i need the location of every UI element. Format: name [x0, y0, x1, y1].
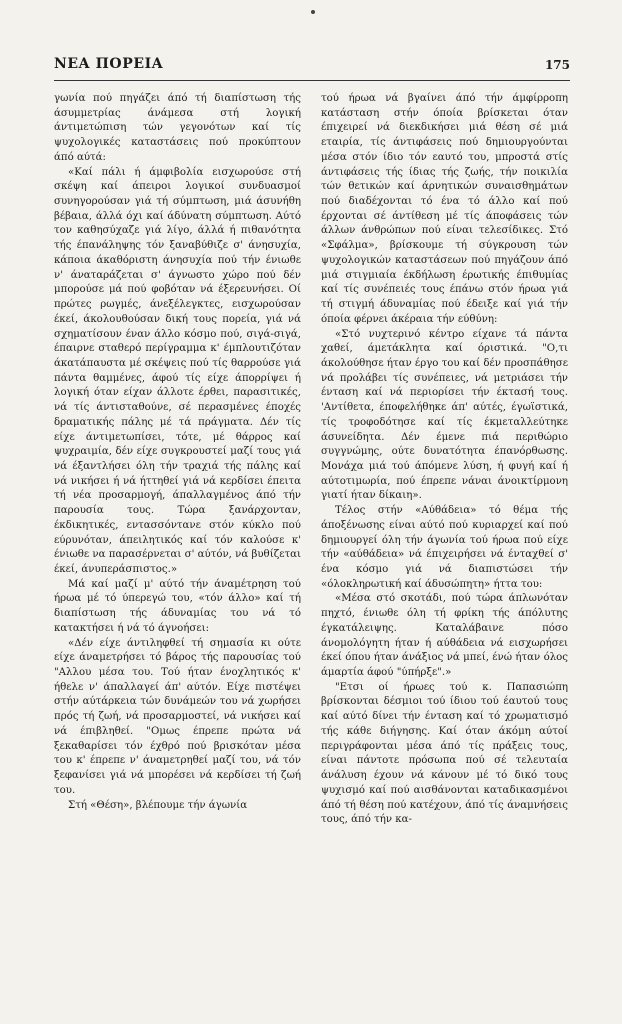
paragraph: γωνία πού πηγάζει άπό τή διαπίστωση τής άσυμμετρίας άνάμεσα στή λογική άντιμετώπιση τών γεγονότων καί τίς ψυχολογικές καταστάσεις πού προκύπτουν άπό αύτά: [54, 93, 301, 163]
page-number: 175 [544, 58, 570, 72]
left-column [54, 92, 301, 813]
top-dot-mark [311, 10, 315, 14]
paragraph: Τέλος στήν «Αύθάδεια» τό θέμα τής άποξένωσης είναι αύτό πού κυριαρχεί καί πού δημιουργεί όλη τήν άγωνία τού ήρωα πού είχε τήν «αύθάδεια» νά έπιχειρήσει νά ένταχθεί σ' ένα κόσμο γιά νά διαπιστώσει τήν «όλοκληρωτική καί άδυσώπητη» ήττα του: [321, 505, 568, 590]
page-header [54, 56, 570, 78]
paragraph: Στή «Θέση», βλέπουμε τήν άγωνία [68, 799, 248, 811]
right-column [321, 92, 568, 828]
paragraph: Μά καί μαζί μ' αύτό τήν άναμέτρηση τού ήρωα μέ τό ύπερεγώ του, «τόν άλλο» καί τή διαπίστωση τής άδυναμίας του νά τό κατακτήσει ή νά τό άγνοήσει: [54, 578, 301, 634]
paragraph: "Ετσι οί ήρωες τού κ. Παπασιώπη βρίσκονται δέσμιοι τού ίδιου τού έαυτού τους καί αύτό δίνει τήν ένταση καί τό χρωματισμό τής κάθε διήγησης. Καί όταν άκόμη αύτοί περιγράφονται μέσα άπό τίς πράξεις τους, είναι πάντοτε πρόσωπα πού σέ τελευταία άνάλυση έχουν νά κάνουν μέ τό δικό τους ψυχισμό καί πού αισθάνονται καταδικασμένοι άπό τή θέση πού κατέχουν, άπό τίς άναμνήσεις τους, άπό τήν κα- [321, 681, 568, 826]
paragraph: «Δέν είχε άντιληφθεί τή σημασία κι ούτε είχε άναμετρήσει τό βάρος τής παρουσίας τού "Αλλου μέσα του. Τού ήταν ένοχλητικός κ' ήθελε ν' άπαλλαγεί άπ' αύτόν. Είχε πιστέψει στήν αύτάρκεια τών δυνάμεών του νά χωρήσει πρός τή ζωή, νά προσαρμοστεί, νά νικήσει καί νά έπιβληθεί. "Ομως έπρεπε πρώτα νά ξεκαθαρίσει τόν έχθρό πού βρισκόταν μέσα του κ' έπρεπε ν' άναμετρηθεί μαζί του, νά τόν ξεφανίσει γιά νά μπορέσει νά κερδίσει τή ζωή του. [54, 637, 301, 796]
running-title: ΝΕΑ ΠΟΡΕΙΑ [54, 56, 164, 72]
header-rule [54, 80, 570, 81]
paragraph: τού ήρωα νά βγαίνει άπό τήν άμφίρροπη κατάσταση στήν όποία βρίσκεται όταν έπιχειρεί νά διεκδικήσει μιά θέση σέ μιά εταιρία, τίς άντιφάσεις πού δημιουργούνται μέσα στόν ίδιο τόν εαυτό του, μπροστά στίς άντιφάσεις τής ίδιας τής ζωής, τήν ποικιλία τών θετικών καί άρνητικών συναισθημάτων πού διαδέχονται τό ένα τό άλλο καί πού έρχονται σέ άντίθεση μέ τίς άποφάσεις τών άλλων άνθρώπων πού είναι τελεσίδικες. Στό «Σφάλμα», βρίσκουμε τή σύγκρουση τών ψυχολογικών καταστάσεων πού πηγάζουν άπό μιά στιγμιαία έκδήλωση έρωτικής έπιθυμίας καί τίς συνέπειές τους έπάνω στόν ήρωα γιά τή στιγμή άδυναμίας πού έδειξε καί γιά τήν όποία φέρνει άκέραια τήν εύθύνη: [321, 93, 568, 325]
paragraph: «Μέσα στό σκοτάδι, πού τώρα άπλωνόταν πηχτό, ένιωθε όλη τή φρίκη τής άπόλυτης έγκατάλειψης. Καταλάβαινε πόσο άνομολόγητη ήταν ή αύθάδεια νά εισχωρήσει έκεί όπου ήταν άνάξιος νά μπεί, ένώ ήταν όλος άμαρτία άφού "ύπήρξε".» [321, 593, 568, 679]
paragraph: «Καί πάλι ή άμφιβολία εισχωρούσε στή σκέψη καί άπειροι λογικοί συνδυασμοί συνηγορούσαν γιά τή σύμπτωση, μιά άσυνήθη βέβαια, άλλά όχι καί άδύνατη σύμπτωση. Αύτό τον καθησύχαζε γιά λίγο, άλλά ή πιθανότητα τής έπανάληψης τόν ξαναβύθιζε σ' άνησυχία, κάποια άκαθόριστη άνησυχία πού τήν ένιωθε ν' άναταράζεται σ' άγνωστο χώρο πού δέν μπορούσε μά πού φοβόταν νά έξερευνήσει. Οί πρώτες ρωγμές, άνεξέλεγκτες, εισχωρούσαν έκεί, άκολουθούσαν δική τους πορεία, γιά νά σχηματίσουν έναν άλλο κόσμο πού, σιγά-σιγά, έπαιρνε σταθερό περίγραμμα κ' έμπλουτιζόταν άκατάπαυστα μέ σκέψεις πού τίς θαρρούσε γιά πάντα θαμμένες, άφού τίς είχε άπορρίψει ή λογική όταν είχαν άλλοτε έρθει, παρασιτικές, νά τίς άντισταθούνε, σέ περασμένες έποχές δραματικής πάλης μέ τά πράγματα. Δέν τίς είχε άντιμετωπίσει, τότε, μέ θάρρος καί ψυχραιμία, δέν είχε συγκρουστεί μαζί τους γιά νά έξαντλήσει όλη τήν τραχιά τής πάλης καί νά νικήσει ή νά ήττηθεί γιά νά κερδίσει έπειτα τή νέα προσαρμογή, άπαλλαγμένος άπό τήν παρουσία τους. Τώρα ξανάρχονταν, έκδικητικές, εντασσόντανε στόν κύκλο πού εύρυνόταν, άπειλητικός καί τόν καλούσε κ' ένιωθε να παρασέρνεται σ' αύτόν, νά βυθίζεται έκεί, άνυπεράσπιστος.» [54, 166, 301, 575]
paragraph: «Στό νυχτερινό κέντρο είχανε τά πάντα χαθεί, άμετάκλητα καί όριστικά. "Ο,τι άκολούθησε ήταν έργο του καί δέν προσπάθησε νά προλάβει τίς συνέπειες, νά μετριάσει τήν ένταση καί νά περιορίσει τήν έκτασή τους. 'Αντίθετα, έποφελήθηκε άπ' αύτές, έγωϊστικά, τίς τροφοδότησε καί τίς έκμεταλλεύτηκε άσυνείδητα. Δέν έμενε πιά περιθώριο συγγνώμης, ούτε δυνατότητα έπανόρθωσης. Μονάχα μιά τού άπόμενε λύση, ή φυγή καί ή αύτοτιμωρία, πού έπρεπε νάναι άνοικτίρμονη γιατί ήταν δίκαιη». [321, 328, 568, 502]
